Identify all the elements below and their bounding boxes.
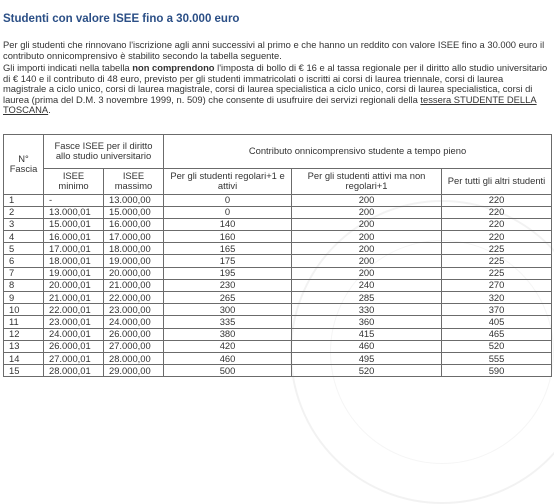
cell-isee-massimo: 19.000,00 — [104, 255, 164, 267]
cell-non-regolari: 200 — [292, 206, 442, 218]
cell-non-regolari: 495 — [292, 352, 442, 364]
cell-isee-minimo: 13.000,01 — [44, 206, 104, 218]
cell-altri: 555 — [442, 352, 552, 364]
cell-altri: 225 — [442, 267, 552, 279]
header-isee-massimo: ISEE massimo — [104, 168, 164, 194]
cell-regolari: 265 — [164, 292, 292, 304]
cell-isee-massimo: 27.000,00 — [104, 340, 164, 352]
cell-fascia: 1 — [4, 194, 44, 206]
cell-isee-massimo: 17.000,00 — [104, 231, 164, 243]
cell-non-regolari: 415 — [292, 328, 442, 340]
cell-altri: 320 — [442, 292, 552, 304]
cell-altri: 220 — [442, 218, 552, 230]
notes-paragraph — [3, 63, 548, 116]
cell-isee-massimo: 28.000,00 — [104, 352, 164, 364]
header-studenti-regolari: Per gli studenti regolari+1 e attivi — [164, 168, 292, 194]
cell-altri: 590 — [442, 365, 552, 377]
cell-non-regolari: 200 — [292, 255, 442, 267]
cell-isee-massimo: 22.000,00 — [104, 292, 164, 304]
cell-altri: 370 — [442, 304, 552, 316]
cell-fascia: 9 — [4, 292, 44, 304]
cell-altri: 220 — [442, 206, 552, 218]
cell-isee-massimo: 20.000,00 — [104, 267, 164, 279]
cell-non-regolari: 285 — [292, 292, 442, 304]
cell-isee-minimo: 15.000,01 — [44, 218, 104, 230]
cell-regolari: 0 — [164, 206, 292, 218]
isee-fee-table — [3, 134, 552, 378]
cell-isee-minimo: 18.000,01 — [44, 255, 104, 267]
cell-fascia: 2 — [4, 206, 44, 218]
cell-isee-massimo: 29.000,00 — [104, 365, 164, 377]
cell-regolari: 0 — [164, 194, 292, 206]
cell-fascia: 14 — [4, 352, 44, 364]
cell-isee-minimo: 26.000,01 — [44, 340, 104, 352]
cell-isee-massimo: 15.000,00 — [104, 206, 164, 218]
header-fasce-isee: Fasce ISEE per il diritto allo studio universitario — [44, 134, 164, 168]
cell-isee-minimo: 19.000,01 — [44, 267, 104, 279]
cell-non-regolari: 200 — [292, 243, 442, 255]
cell-altri: 220 — [442, 194, 552, 206]
cell-non-regolari: 200 — [292, 218, 442, 230]
cell-fascia: 7 — [4, 267, 44, 279]
notes-text-end: . — [48, 104, 51, 115]
cell-isee-minimo: 22.000,01 — [44, 304, 104, 316]
cell-altri: 225 — [442, 243, 552, 255]
cell-fascia: 10 — [4, 304, 44, 316]
table-row — [4, 231, 552, 243]
cell-regolari: 500 — [164, 365, 292, 377]
cell-isee-massimo: 24.000,00 — [104, 316, 164, 328]
cell-isee-minimo: 28.000,01 — [44, 365, 104, 377]
cell-altri: 405 — [442, 316, 552, 328]
cell-regolari: 195 — [164, 267, 292, 279]
cell-isee-minimo: 17.000,01 — [44, 243, 104, 255]
cell-altri: 225 — [442, 255, 552, 267]
table-row — [4, 243, 552, 255]
table-row — [4, 328, 552, 340]
cell-altri: 220 — [442, 231, 552, 243]
cell-regolari: 160 — [164, 231, 292, 243]
cell-fascia: 12 — [4, 328, 44, 340]
header-contributo: Contributo onnicomprensivo studente a tempo pieno — [164, 134, 552, 168]
cell-altri: 465 — [442, 328, 552, 340]
cell-isee-minimo: - — [44, 194, 104, 206]
cell-regolari: 175 — [164, 255, 292, 267]
cell-non-regolari: 200 — [292, 194, 442, 206]
table-row — [4, 304, 552, 316]
header-studenti-non-regolari: Per gli studenti attivi ma non regolari+1 — [292, 168, 442, 194]
cell-non-regolari: 200 — [292, 231, 442, 243]
notes-text-start: Gli importi indicati nella tabella — [3, 62, 133, 73]
cell-non-regolari: 200 — [292, 267, 442, 279]
cell-isee-minimo: 27.000,01 — [44, 352, 104, 364]
cell-regolari: 335 — [164, 316, 292, 328]
tessera-studente-link[interactable]: tessera STUDENTE DELLA TOSCANA — [3, 93, 537, 115]
cell-isee-massimo: 26.000,00 — [104, 328, 164, 340]
cell-regolari: 230 — [164, 279, 292, 291]
header-isee-minimo: ISEE minimo — [44, 168, 104, 194]
table-row — [4, 218, 552, 230]
cell-isee-minimo: 23.000,01 — [44, 316, 104, 328]
cell-fascia: 3 — [4, 218, 44, 230]
cell-fascia: 15 — [4, 365, 44, 377]
table-row — [4, 292, 552, 304]
table-row — [4, 194, 552, 206]
cell-fascia: 6 — [4, 255, 44, 267]
section-heading: Studenti con valore ISEE fino a 30.000 euro — [3, 13, 240, 25]
cell-non-regolari: 330 — [292, 304, 442, 316]
cell-isee-massimo: 16.000,00 — [104, 218, 164, 230]
cell-non-regolari: 460 — [292, 340, 442, 352]
cell-isee-minimo: 20.000,01 — [44, 279, 104, 291]
cell-isee-minimo: 21.000,01 — [44, 292, 104, 304]
cell-regolari: 300 — [164, 304, 292, 316]
cell-regolari: 460 — [164, 352, 292, 364]
cell-fascia: 11 — [4, 316, 44, 328]
cell-altri: 520 — [442, 340, 552, 352]
table-body — [4, 194, 552, 377]
table-row — [4, 352, 552, 364]
table-row — [4, 255, 552, 267]
cell-fascia: 5 — [4, 243, 44, 255]
cell-fascia: 8 — [4, 279, 44, 291]
table-row — [4, 340, 552, 352]
cell-regolari: 380 — [164, 328, 292, 340]
cell-fascia: 13 — [4, 340, 44, 352]
table-row — [4, 279, 552, 291]
cell-isee-massimo: 18.000,00 — [104, 243, 164, 255]
cell-regolari: 140 — [164, 218, 292, 230]
cell-isee-minimo: 16.000,01 — [44, 231, 104, 243]
intro-paragraph: Per gli studenti che rinnovano l'iscrizione agli anni successivi al primo e che hanno un reddito con valore ISEE fino a 30.000 euro il contributo onnicomprensivo è stabilito secondo la tabella seguente. — [3, 39, 545, 61]
notes-bold-text: non comprendono — [132, 62, 215, 73]
header-fascia: N° Fascia — [4, 134, 44, 194]
table-row — [4, 206, 552, 218]
cell-isee-massimo: 23.000,00 — [104, 304, 164, 316]
cell-non-regolari: 360 — [292, 316, 442, 328]
table-row — [4, 267, 552, 279]
cell-non-regolari: 520 — [292, 365, 442, 377]
cell-altri: 270 — [442, 279, 552, 291]
cell-regolari: 165 — [164, 243, 292, 255]
cell-isee-minimo: 24.000,01 — [44, 328, 104, 340]
cell-non-regolari: 240 — [292, 279, 442, 291]
header-altri-studenti: Per tutti gli altri studenti — [442, 168, 552, 194]
table-row — [4, 316, 552, 328]
cell-isee-massimo: 13.000,00 — [104, 194, 164, 206]
cell-isee-massimo: 21.000,00 — [104, 279, 164, 291]
cell-fascia: 4 — [4, 231, 44, 243]
cell-regolari: 420 — [164, 340, 292, 352]
table-row — [4, 365, 552, 377]
notes-text-body: l'imposta di bollo di € 16 e al tassa regionale per il diritto allo studio universitario di € 140 e il contributo di 48 euro, previsto per gli studenti immatricolati o iscritti ai corsi di laurea triennale, corsi di laurea magistrale a ciclo unico, corsi di laurea magistrale, corsi di laurea specialistica a ciclo unico, corsi di laurea specialistica, corsi di laurea (prima del D.M. 3 novembre 1999, n. 509) che consente di usufruire dei servizi regionali della — [3, 62, 548, 105]
